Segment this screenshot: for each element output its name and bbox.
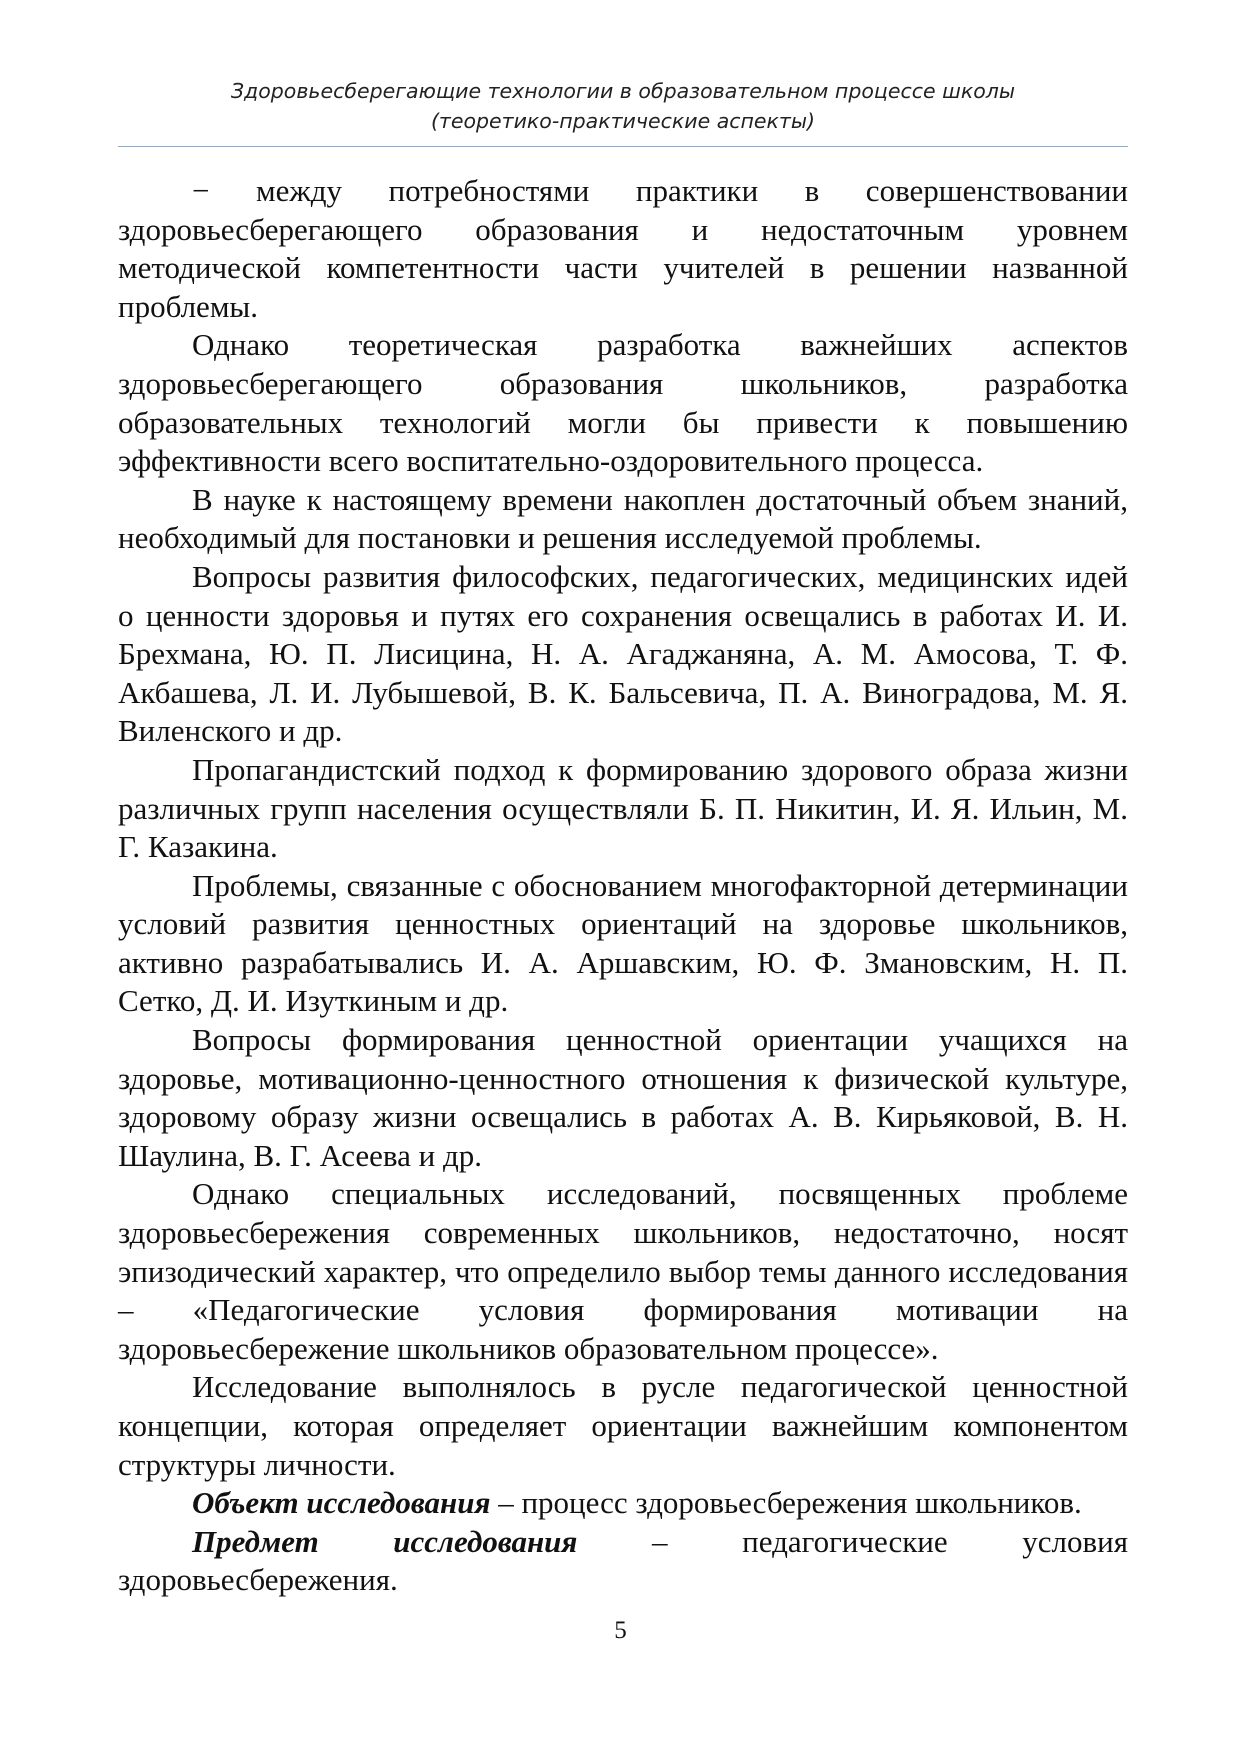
object-text: – процесс здоровьесбережения школьников. xyxy=(490,1485,1082,1521)
paragraph-contradiction: − между потребностями практики в совершенствовании здоровьесберегающего образования и недостаточным уровнем методической компетентности части учителей в решении названной проблемы. xyxy=(118,173,1128,324)
paragraph-philosophy: Вопросы развития философских, педагогических, медицинских идей о ценности здоровья и путях его сохранения освещались в работах И. И. Брехмана, Ю. П. Лисицина, Н. А. Агаджаняна, А. М. Амосова, Т. Ф. Акбашева, Л. И. Лубышевой, В. К. Бальсевича, П. А. Виноградова, М. Я. Виленского и др. xyxy=(118,558,1128,749)
header-rule xyxy=(118,146,1128,147)
paragraph-knowledge: В науке к настоящему времени накоплен достаточный объем знаний, необходимый для постановки и решения исследуемой проблемы. xyxy=(118,481,1128,556)
paragraph-determination: Проблемы, связанные с обоснованием многофакторной детерминации условий развития ценностных ориентаций на здоровье школьников, активно разрабатывались И. А. Аршавским, Ю. Ф. Змановским, Н. П. Сетко, Д. И. Изуткиным и др. xyxy=(118,867,1128,1019)
running-header-title: Здоровьесберегающие технологии в образовательном процессе школы xyxy=(230,79,1016,103)
paragraph-theory: Однако теоретическая разработка важнейших аспектов здоровьесберегающего образования школьников, разработка образовательных технологий могли бы привести к повышению эффективности всего воспитательно-оздоровительного процесса. xyxy=(118,327,1128,479)
paragraph-research-topic: Однако специальных исследований, посвященных проблеме здоровьесбережения современных школьников, недостаточно, носят эпизодический характер, что определило выбор темы данного исследования – «Педагогические условия формирования мотивации на здоровьесбережение школьников образовательном процессе». xyxy=(118,1176,1128,1366)
body-text xyxy=(118,172,1128,1600)
running-header xyxy=(118,76,1128,136)
paragraph-value-orientation: Вопросы формирования ценностной ориентации учащихся на здоровье, мотивационно-ценностного отношения к физической культуре, здоровому образу жизни освещались в работах А. В. Кирьяковой, В. Н. Шаулина, В. Г. Асеева и др. xyxy=(118,1022,1128,1173)
paragraph-concept: Исследование выполнялось в русле педагогической ценностной концепции, которая определяет ориентации важнейшим компонентом структуры личности. xyxy=(118,1369,1128,1482)
subject-term: Предмет исследования xyxy=(192,1523,578,1559)
object-term: Объект исследования xyxy=(192,1485,491,1521)
subject-text: – педагогические условия здоровьесбережения. xyxy=(118,1523,1128,1598)
paragraph-propaganda: Пропагандистский подход к формированию здорового образа жизни различных групп населения осуществляли Б. П. Никитин, И. Я. Ильин, М. Г. Казакина. xyxy=(118,751,1128,865)
running-header-subtitle: (теоретико-практические аспекты) xyxy=(430,109,816,133)
page-number: 5 xyxy=(614,1617,627,1644)
paragraph-subject xyxy=(118,1523,1128,1600)
paragraph-object xyxy=(118,1484,1128,1523)
